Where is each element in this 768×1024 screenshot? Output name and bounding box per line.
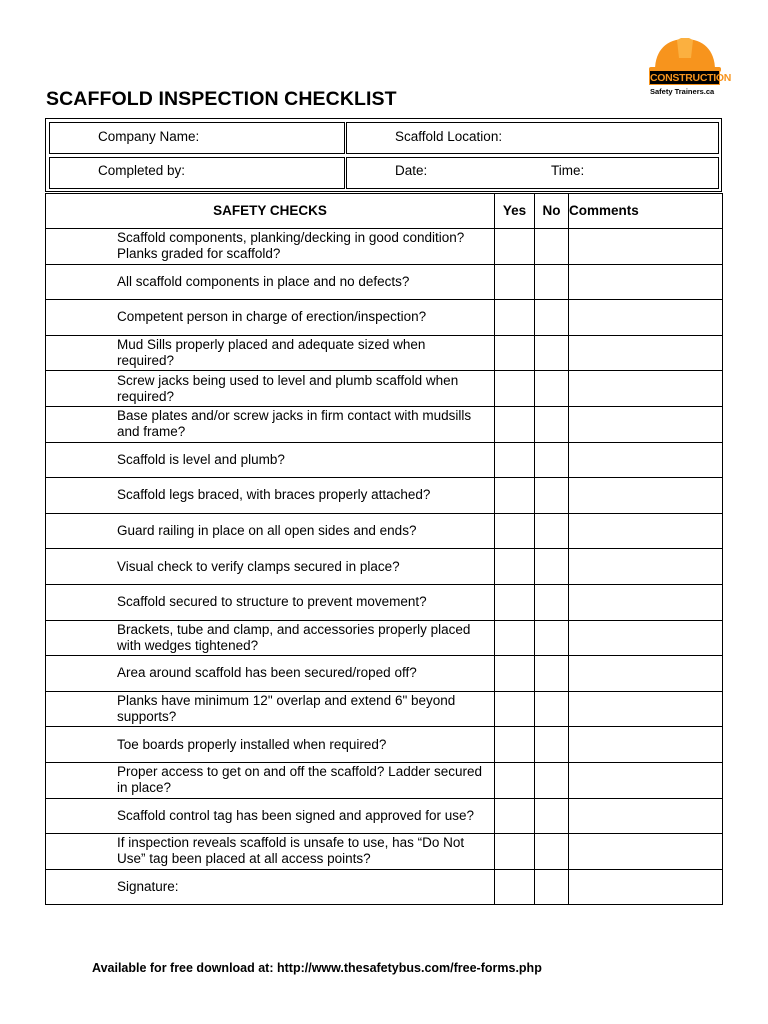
- company-name-label: Company Name:: [98, 129, 200, 144]
- yes-cell[interactable]: [495, 229, 535, 265]
- comments-cell[interactable]: [569, 300, 723, 336]
- date-label: Date:: [395, 163, 428, 178]
- scaffold-location-field[interactable]: [346, 122, 719, 154]
- construction-safety-trainers-logo: [647, 36, 731, 100]
- comments-cell[interactable]: [569, 798, 723, 834]
- table-row: [46, 620, 723, 656]
- check-question: Scaffold is level and plumb?: [46, 442, 495, 478]
- table-row: [46, 264, 723, 300]
- comments-cell[interactable]: [569, 584, 723, 620]
- table-row: [46, 478, 723, 514]
- no-cell[interactable]: [535, 584, 569, 620]
- yes-cell[interactable]: [495, 691, 535, 727]
- comments-cell[interactable]: [569, 406, 723, 442]
- no-cell[interactable]: [535, 798, 569, 834]
- yes-cell[interactable]: [495, 264, 535, 300]
- comments-cell[interactable]: [569, 549, 723, 585]
- table-row: [46, 691, 723, 727]
- footer-download-link[interactable]: Available for free download at: http://www.thesafetybus.com/free-forms.php: [92, 961, 542, 975]
- date-time-field[interactable]: [346, 157, 719, 189]
- comments-cell[interactable]: [569, 727, 723, 763]
- no-cell[interactable]: [535, 869, 569, 905]
- no-cell[interactable]: [535, 691, 569, 727]
- signature-label: Signature:: [46, 869, 495, 905]
- logo-band-text: CONSTRUCTION: [650, 72, 731, 84]
- yes-cell[interactable]: [495, 798, 535, 834]
- comments-cell[interactable]: [569, 264, 723, 300]
- no-cell[interactable]: [535, 762, 569, 798]
- company-name-field[interactable]: [49, 122, 345, 154]
- check-question: Scaffold legs braced, with braces properly attached?: [46, 478, 495, 514]
- no-header: No: [535, 194, 569, 229]
- scaffold-location-label: Scaffold Location:: [395, 129, 503, 144]
- check-question: Planks have minimum 12" overlap and extend 6" beyond supports?: [46, 691, 495, 727]
- yes-header: Yes: [495, 194, 535, 229]
- no-cell[interactable]: [535, 727, 569, 763]
- no-cell[interactable]: [535, 834, 569, 870]
- yes-cell[interactable]: [495, 406, 535, 442]
- yes-cell[interactable]: [495, 727, 535, 763]
- table-header-row: [46, 194, 723, 229]
- yes-cell[interactable]: [495, 620, 535, 656]
- no-cell[interactable]: [535, 335, 569, 371]
- no-cell[interactable]: [535, 549, 569, 585]
- comments-cell[interactable]: [569, 478, 723, 514]
- comments-cell[interactable]: [569, 513, 723, 549]
- yes-cell[interactable]: [495, 513, 535, 549]
- table-row: [46, 513, 723, 549]
- table-row: [46, 727, 723, 763]
- yes-cell[interactable]: [495, 478, 535, 514]
- completed-by-field[interactable]: [49, 157, 345, 189]
- comments-header: Comments: [569, 194, 723, 229]
- check-question: If inspection reveals scaffold is unsafe to use, has “Do Not Use” tag been placed at all access points?: [46, 834, 495, 870]
- logo-sub-text: Safety Trainers.ca: [650, 87, 715, 96]
- completed-by-label: Completed by:: [98, 163, 186, 178]
- no-cell[interactable]: [535, 300, 569, 336]
- yes-cell[interactable]: [495, 762, 535, 798]
- comments-cell[interactable]: [569, 442, 723, 478]
- yes-cell[interactable]: [495, 834, 535, 870]
- comments-cell[interactable]: [569, 371, 723, 407]
- yes-cell[interactable]: [495, 869, 535, 905]
- comments-cell[interactable]: [569, 869, 723, 905]
- yes-cell[interactable]: [495, 584, 535, 620]
- check-question: Proper access to get on and off the scaffold? Ladder secured in place?: [46, 762, 495, 798]
- no-cell[interactable]: [535, 229, 569, 265]
- table-row: [46, 406, 723, 442]
- no-cell[interactable]: [535, 513, 569, 549]
- no-cell[interactable]: [535, 620, 569, 656]
- no-cell[interactable]: [535, 406, 569, 442]
- info-box: [45, 118, 722, 192]
- check-question: Screw jacks being used to level and plumb scaffold when required?: [46, 371, 495, 407]
- table-row: [46, 335, 723, 371]
- table-row: [46, 442, 723, 478]
- no-cell[interactable]: [535, 264, 569, 300]
- check-question: Brackets, tube and clamp, and accessories properly placed with wedges tightened?: [46, 620, 495, 656]
- comments-cell[interactable]: [569, 335, 723, 371]
- table-row: [46, 798, 723, 834]
- safety-checks-header: SAFETY CHECKS: [46, 194, 495, 229]
- check-question: Scaffold components, planking/decking in good condition? Planks graded for scaffold?: [46, 229, 495, 265]
- comments-cell[interactable]: [569, 762, 723, 798]
- safety-checks-table: [45, 193, 723, 905]
- table-row: [46, 549, 723, 585]
- comments-cell[interactable]: [569, 229, 723, 265]
- check-question: Scaffold control tag has been signed and approved for use?: [46, 798, 495, 834]
- time-label: Time:: [551, 163, 585, 178]
- page-title: SCAFFOLD INSPECTION CHECKLIST: [46, 88, 397, 110]
- yes-cell[interactable]: [495, 442, 535, 478]
- check-question: Area around scaffold has been secured/roped off?: [46, 656, 495, 692]
- check-question: Base plates and/or screw jacks in firm contact with mudsills and frame?: [46, 406, 495, 442]
- table-row: [46, 762, 723, 798]
- no-cell[interactable]: [535, 656, 569, 692]
- no-cell[interactable]: [535, 478, 569, 514]
- table-row: [46, 869, 723, 905]
- table-row: [46, 656, 723, 692]
- check-question: All scaffold components in place and no defects?: [46, 264, 495, 300]
- comments-cell[interactable]: [569, 656, 723, 692]
- no-cell[interactable]: [535, 442, 569, 478]
- comments-cell[interactable]: [569, 834, 723, 870]
- yes-cell[interactable]: [495, 371, 535, 407]
- check-question: Visual check to verify clamps secured in place?: [46, 549, 495, 585]
- table-row: [46, 371, 723, 407]
- check-question: Competent person in charge of erection/inspection?: [46, 300, 495, 336]
- table-row: [46, 229, 723, 265]
- check-question: Guard railing in place on all open sides and ends?: [46, 513, 495, 549]
- check-question: Mud Sills properly placed and adequate sized when required?: [46, 335, 495, 371]
- table-row: [46, 584, 723, 620]
- table-row: [46, 300, 723, 336]
- check-question: Scaffold secured to structure to prevent movement?: [46, 584, 495, 620]
- comments-cell[interactable]: [569, 691, 723, 727]
- yes-cell[interactable]: [495, 335, 535, 371]
- yes-cell[interactable]: [495, 549, 535, 585]
- table-row: [46, 834, 723, 870]
- check-question: Toe boards properly installed when required?: [46, 727, 495, 763]
- comments-cell[interactable]: [569, 620, 723, 656]
- no-cell[interactable]: [535, 371, 569, 407]
- yes-cell[interactable]: [495, 656, 535, 692]
- yes-cell[interactable]: [495, 300, 535, 336]
- hardhat-icon: [647, 36, 723, 72]
